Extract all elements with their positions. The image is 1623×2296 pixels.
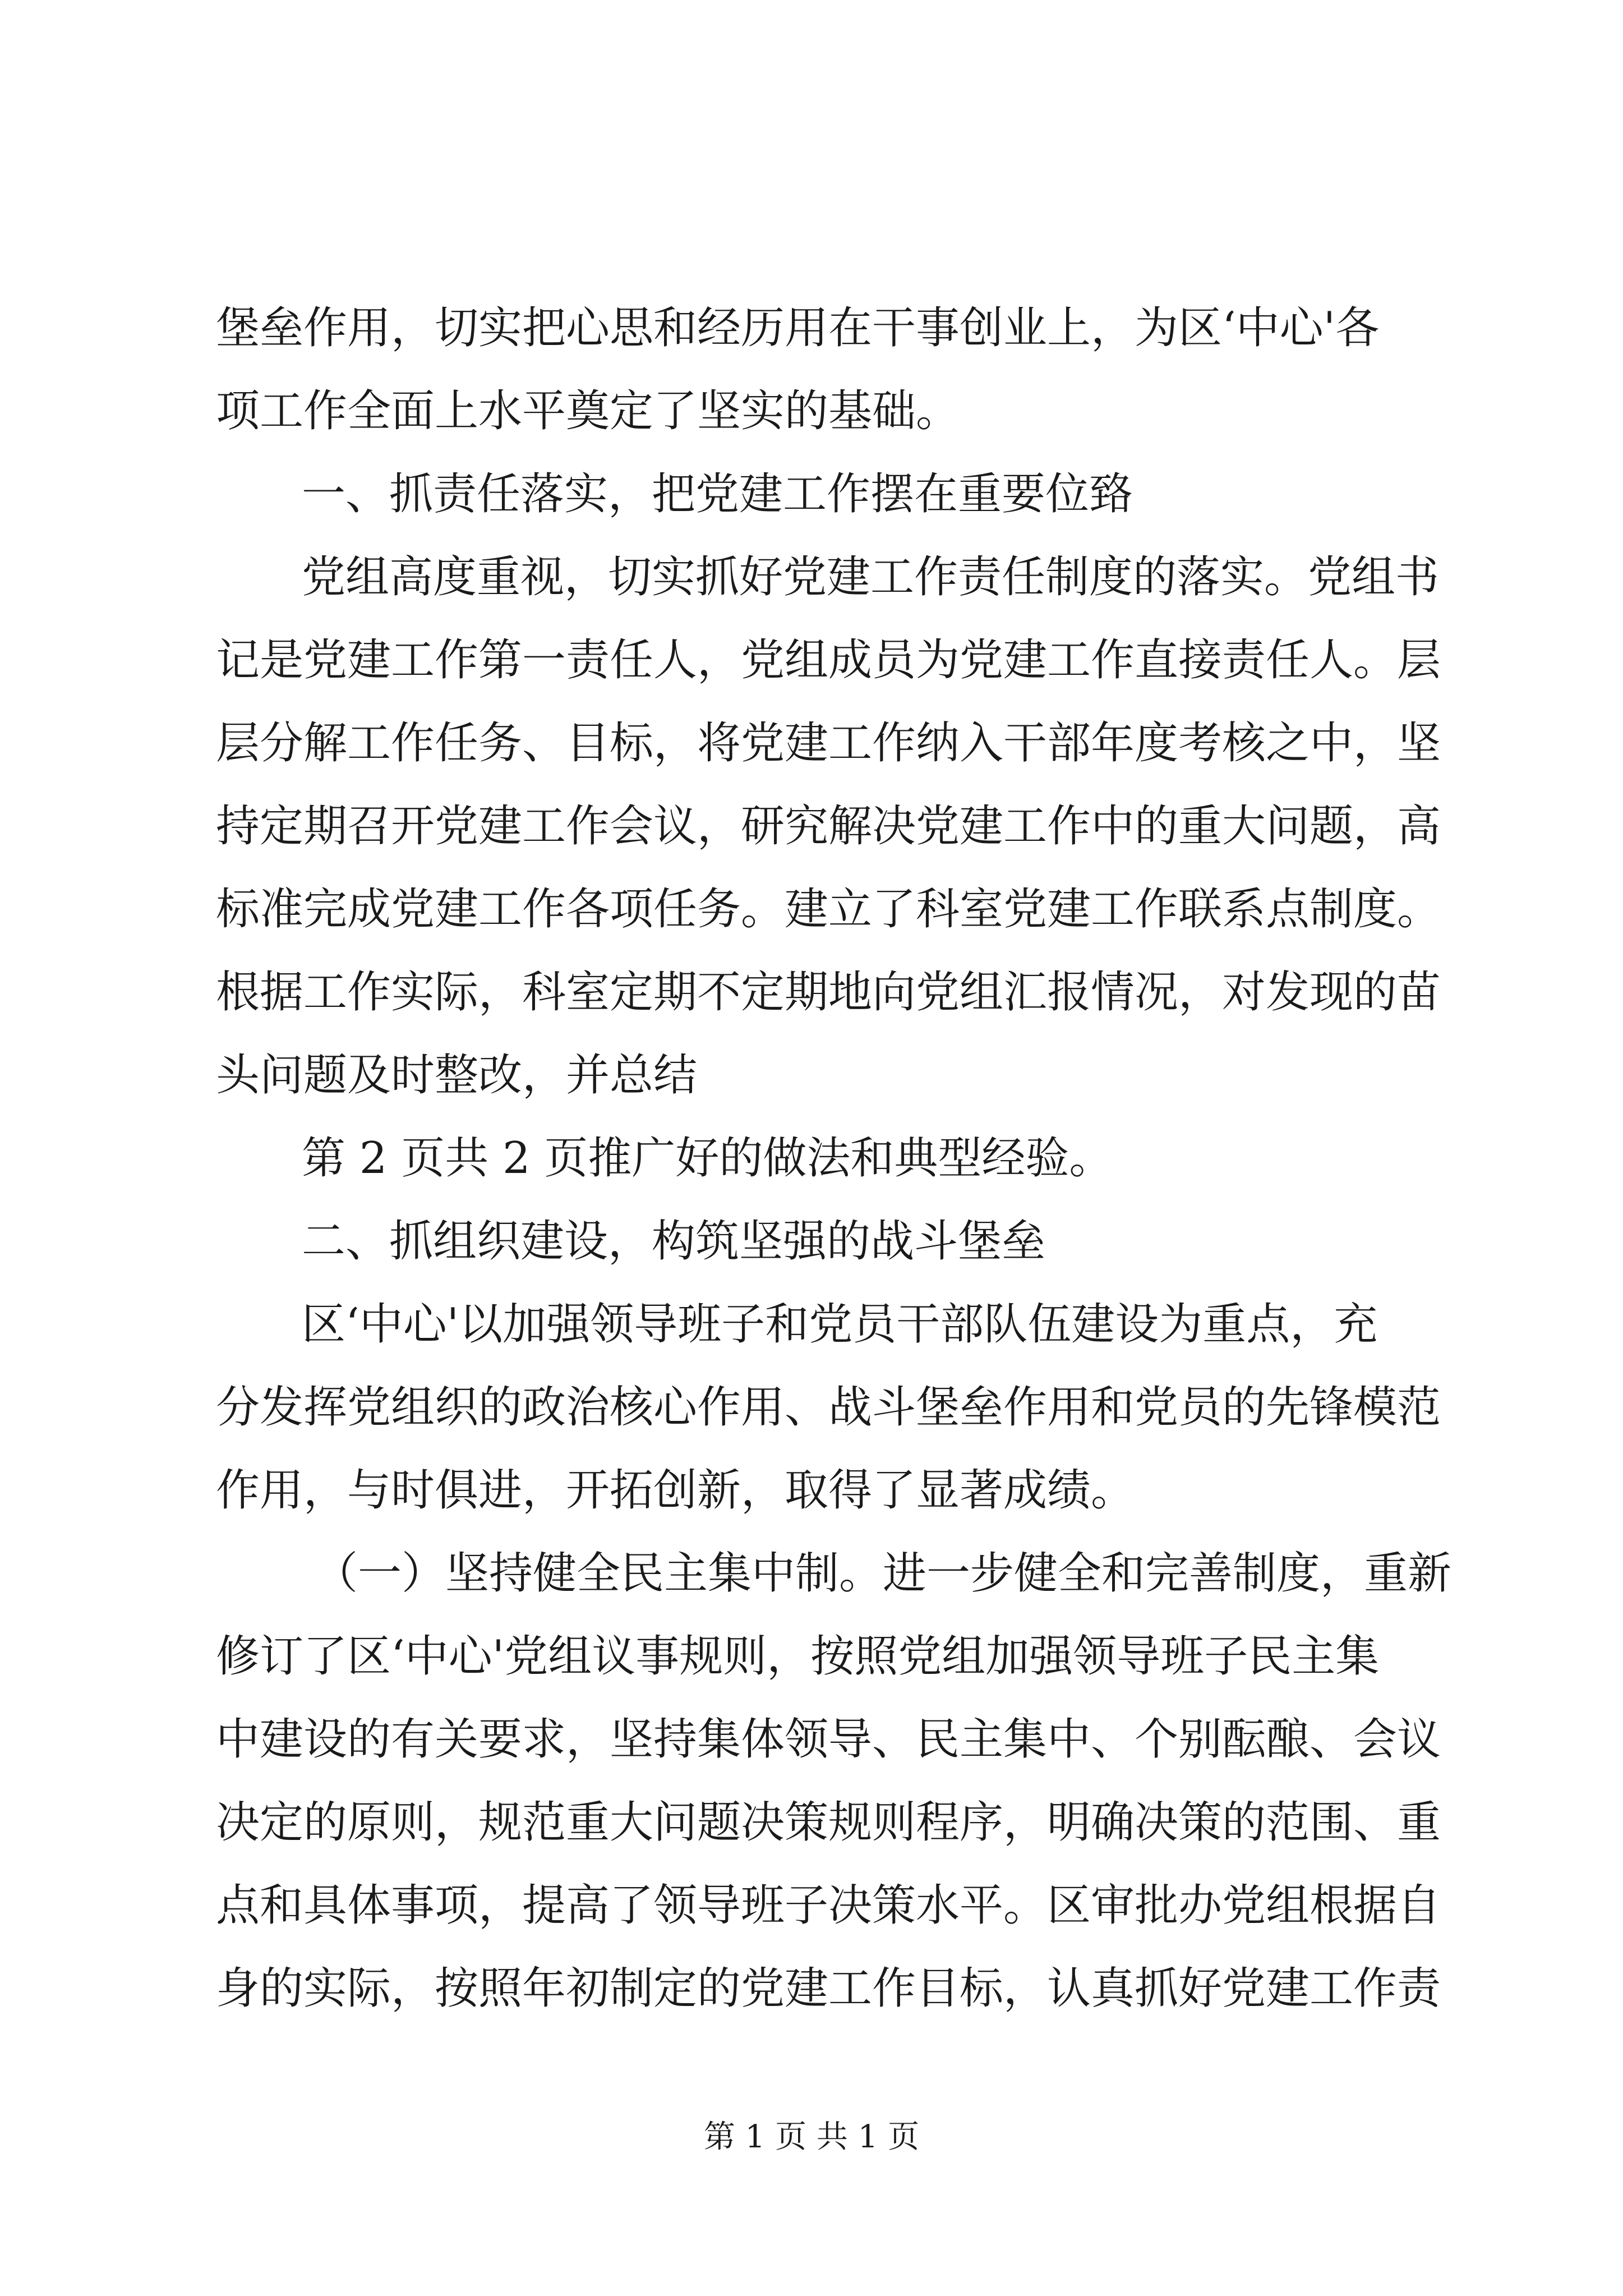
body-line: 区‘中心'以加强领导班子和党员干部队伍建设为重点，充	[302, 1299, 1378, 1350]
body-line: 身的实际，按照年初制定的党建工作目标，认真抓好党建工作责	[216, 1963, 1441, 2014]
body-line: 记是党建工作第一责任人，党组成员为党建工作直接责任人。层	[216, 635, 1441, 685]
body-line: 党组高度重视，切实抓好党建工作责任制度的落实。党组书	[302, 552, 1440, 602]
page-footer: 第 1 页 共 1 页	[703, 2119, 920, 2155]
section-heading: 一、抓责任落实，把党建工作摆在重要位臵	[302, 469, 1133, 519]
body-line: 作用，与时俱进，开拓创新，取得了显著成绩。	[216, 1465, 1135, 1516]
body-line: 堡垒作用，切实把心思和经历用在干事创业上，为区‘中心'各	[216, 303, 1380, 353]
body-line: 根据工作实际，科室定期不定期地向党组汇报情况，对发现的苗	[216, 967, 1441, 1018]
section-heading: 二、抓组织建设，构筑坚强的战斗堡垒	[302, 1216, 1046, 1267]
body-line: 项工作全面上水平奠定了坚实的基础。	[216, 386, 960, 436]
body-line: 点和具体事项，提高了领导班子决策水平。区审批办党组根据自	[216, 1880, 1441, 1931]
body-line: 层分解工作任务、目标，将党建工作纳入干部年度考核之中，坚	[216, 718, 1441, 769]
body-line: 持定期召开党建工作会议，研究解决党建工作中的重大问题，高	[216, 801, 1441, 852]
body-line: 标准完成党建工作各项任务。建立了科室党建工作联系点制度。	[216, 884, 1441, 935]
subsection-line: （一）坚持健全民主集中制。进一步健全和完善制度，重新	[314, 1548, 1452, 1599]
body-line: 第 2 页共 2 页推广好的做法和典型经验。	[302, 1133, 1113, 1184]
body-line: 决定的原则，规范重大问题决策规则程序，明确决策的范围、重	[216, 1797, 1441, 1848]
body-line: 分发挥党组织的政治核心作用、战斗堡垒作用和党员的先锋模范	[216, 1382, 1441, 1433]
body-line: 修订了区‘中心'党组议事规则，按照党组加强领导班子民主集	[216, 1631, 1380, 1682]
body-line: 头问题及时整改，并总结	[216, 1050, 698, 1101]
body-line: 中建设的有关要求，坚持集体领导、民主集中、个别酝酿、会议	[216, 1714, 1441, 1765]
